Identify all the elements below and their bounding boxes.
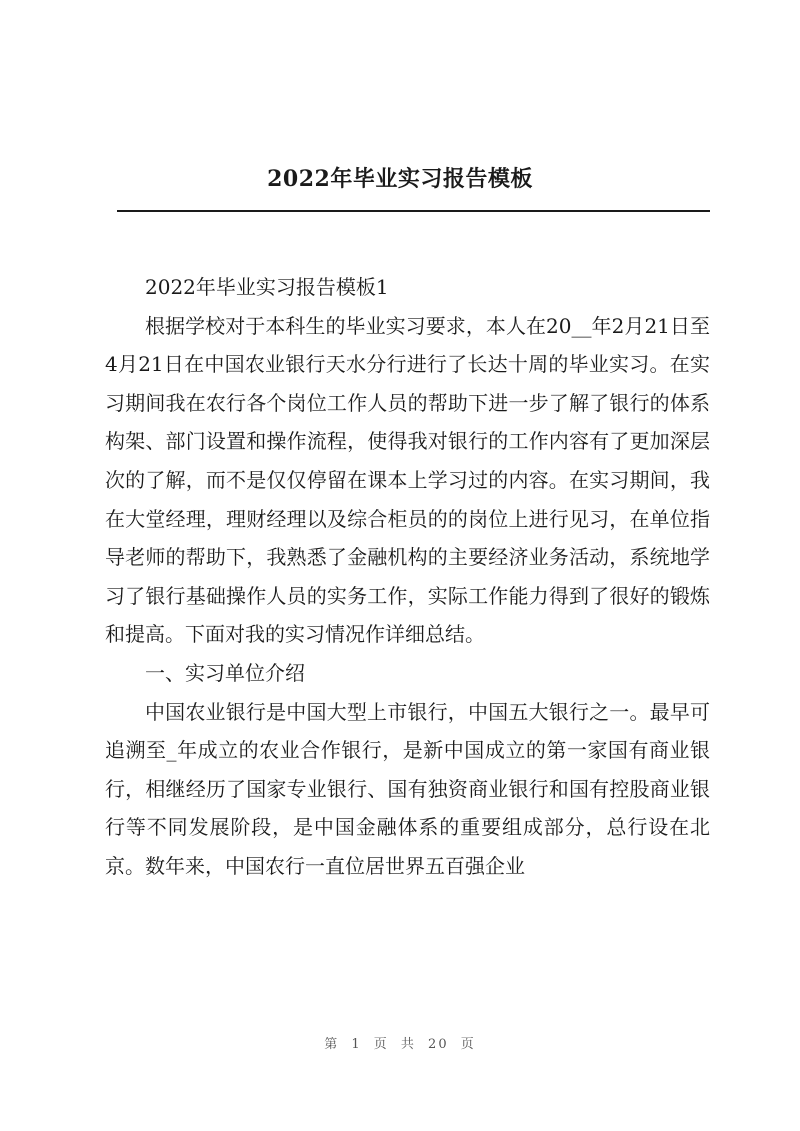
section-heading: 一、实习单位介绍 (145, 660, 305, 685)
page-number-footer: 第 1 页 共 20 页 (324, 1037, 476, 1052)
paragraph: 根据学校对于本科生的毕业实习要求，本人在20__年2月21日至4月21日在中国农业银行天水分行进行了长达十周的毕业实习。在实习期间我在农行各个岗位工作人员的帮助下进一步了解了银行的体系构架、部门设置和操作流程，使得我对银行的工作内容有了更加深层次的了解，而不是仅仅停留在课本上学习过的内容。在实习期间，我在大堂经理，理财经理以及综合柜员的的岗位上进行见习，在单位指导老师的帮助下，我熟悉了金融机构的主要经济业务活动，系统地学习了银行基础操作人员的实务工作，实际工作能力得到了很好的锻炼和提高。下面对我的实习情况作详细总结。 (105, 313, 710, 647)
section-heading: 2022年毕业实习报告模板1 (145, 275, 389, 299)
document-body (105, 268, 710, 886)
document-title: 2022年毕业实习报告模板 (267, 166, 533, 192)
title-underline (117, 210, 710, 212)
paragraph: 中国农业银行是中国大型上市银行，中国五大银行之一。最早可追溯至_年成立的农业合作银行，是新中国成立的第一家国有商业银行，相继经历了国家专业银行、国有独资商业银行和国有控股商业银行等不同发展阶段，是中国金融体系的重要组成部分，总行设在北京。数年来，中国农行一直位居世界五百强企业 (105, 699, 710, 878)
